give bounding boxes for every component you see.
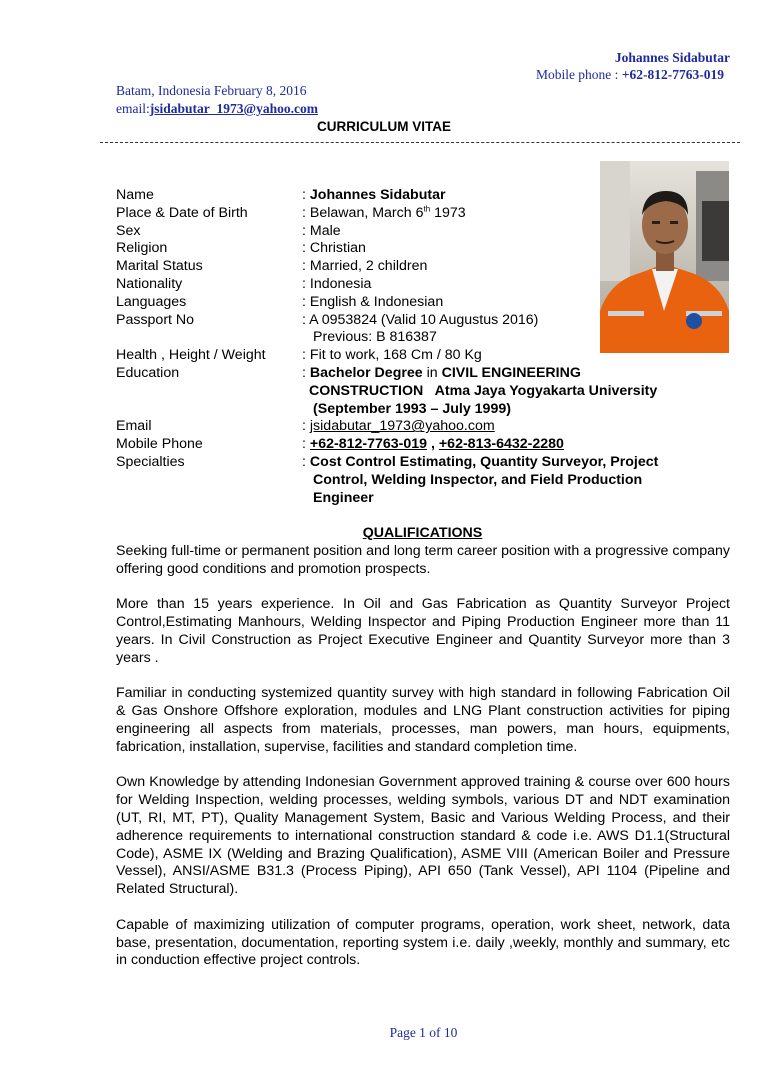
label-religion: Religion (116, 240, 168, 257)
header-email-label: email: (116, 101, 150, 116)
value-education-field2: CONSTRUCTION (309, 382, 424, 399)
header-mobile-value: +62-812-7763-019 (621, 67, 724, 82)
value-name-text: Johannes Sidabutar (309, 187, 446, 203)
label-birth: Place & Date of Birth (116, 204, 248, 221)
colon: : (302, 187, 306, 203)
label-passport: Passport No (116, 311, 195, 328)
value-birth (302, 205, 466, 223)
label-education: Education (116, 364, 180, 381)
qualification-paragraph: Familiar in conducting systemized quantity survey with high standard in following Fabrication Oil & Gas Onshore Offshore exploration, modules and LNG Plant construction activities for piping engineering all aspects from materials, processes, man powers, man hours, equipments, fabrication, installation, supervise, facilities and standard completion time. (116, 685, 730, 755)
colon: : (302, 240, 306, 257)
header-place-date: Batam, Indonesia February 8, 2016 (116, 83, 307, 98)
qualifications-title: QUALIFICATIONS (362, 525, 483, 541)
header-email (116, 101, 318, 117)
value-nationality (302, 276, 371, 294)
label-languages: Languages (116, 293, 187, 310)
colon: : (302, 222, 306, 239)
value-name (302, 187, 446, 205)
header-name: Johannes Sidabutar (614, 50, 730, 65)
value-religion (302, 240, 366, 258)
profile-photo (600, 161, 729, 353)
value-birth-sup: th (423, 204, 431, 214)
value-education-period: (September 1993 – July 1999) (313, 400, 511, 417)
value-marital (302, 258, 427, 276)
phone-separator: , (427, 436, 439, 453)
colon: : (302, 418, 306, 435)
page-number: Page 1 of 10 (389, 1025, 458, 1040)
value-health (302, 347, 482, 365)
colon: : (302, 204, 306, 221)
header-mobile (536, 67, 724, 83)
value-sex-text: Male (309, 222, 341, 239)
value-education-in: in (422, 364, 442, 381)
value-birth-year: 1973 (430, 204, 466, 221)
label-health: Health , Height / Weight (116, 347, 266, 364)
phone-link-1[interactable]: +62-812-7763-019 (309, 436, 428, 453)
value-specialties (302, 454, 658, 472)
value-passport-previous: Previous: B 816387 (313, 329, 437, 346)
colon: : (302, 311, 306, 328)
qualification-paragraph: Own Knowledge by attending Indonesian Government approved training & course over 600 hours for Welding Inspection, welding processes, welding symbols, various DT and NDT examination (UT, RI, MT, PT), Quality Management System, Basic and Various Welding Process, and their adherence requirements to international construction standard & code i.e. AWS D1.1(Structural Code), ASME IX (Welding and Brazing Qualification), ASME VIII (American Boiler and Pressure Vessel), ANSI/ASME B31.3 (Process Piping), API 650 (Tank Vessel), API 1104 (Pipeline and Related Structural). (116, 774, 730, 898)
qualifications-body (116, 543, 730, 988)
value-specialties-line3: Engineer (313, 489, 374, 506)
colon: : (302, 436, 306, 453)
qualification-paragraph: More than 15 years experience. In Oil and Gas Fabrication as Quantity Surveyor Project Control,Estimating Manhours, Welding Inspector and Piping Production Engineer more than 11 years. In Civil Construction as Project Executive Engineer and Quantity Surveyor more than 3 years . (116, 596, 730, 666)
value-languages-text: English & Indonesian (309, 293, 444, 310)
value-birth-text: Belawan, March 6 (309, 204, 424, 221)
colon: : (302, 347, 306, 364)
qualification-paragraph: Capable of maximizing utilization of computer programs, operation, work sheet, network, data base, presentation, documentation, reporting system i.e. daily ,weekly, monthly and summary, etc in conduction effective project controls. (116, 916, 730, 969)
colon: : (302, 275, 306, 292)
value-email (302, 418, 495, 436)
qualification-paragraph: Seeking full-time or permanent position and long term career position with a progressive company offering good conditions and promotion prospects. (116, 543, 730, 577)
value-passport (302, 312, 538, 330)
label-email: Email (116, 418, 152, 435)
colon: : (302, 364, 306, 381)
colon: : (302, 293, 306, 310)
label-sex: Sex (116, 222, 141, 239)
value-education-degree: Bachelor Degree (309, 364, 423, 381)
label-marital: Marital Status (116, 258, 203, 275)
label-specialties: Specialties (116, 453, 185, 470)
colon: : (302, 258, 306, 275)
value-sex (302, 223, 341, 241)
value-education-university: Atma Jaya Yogyakarta University (434, 382, 658, 399)
header-mobile-label: Mobile phone : (535, 67, 622, 82)
dashed-divider (100, 142, 740, 143)
value-marital-text: Married, 2 children (309, 258, 428, 275)
phone-link-2[interactable]: +62-813-6432-2280 (438, 436, 564, 453)
value-education-line2 (309, 383, 657, 401)
value-religion-text: Christian (309, 240, 366, 257)
value-nationality-text: Indonesia (309, 275, 372, 292)
person-photo-icon (600, 161, 729, 353)
value-languages (302, 294, 443, 312)
value-education-field: CIVIL ENGINEERING (441, 364, 581, 381)
colon: : (302, 453, 306, 470)
header-email-link[interactable]: jsidabutar_1973@yahoo.com (149, 101, 318, 116)
label-name: Name (116, 187, 154, 203)
label-mobile: Mobile Phone (116, 436, 203, 453)
cv-title: CURRICULUM VITAE (317, 119, 451, 134)
value-mobile (302, 436, 564, 454)
value-specialties-line2: Control, Welding Inspector, and Field Production (313, 471, 643, 488)
value-specialties-line1: Cost Control Estimating, Quantity Surveyor, Project (309, 453, 659, 470)
value-health-text: Fit to work, 168 Cm / 80 Kg (309, 347, 482, 364)
label-nationality: Nationality (116, 275, 183, 292)
value-education (302, 365, 581, 383)
value-passport-text: A 0953824 (Valid 10 Augustus 2016) (309, 311, 539, 328)
email-link[interactable]: jsidabutar_1973@yahoo.com (309, 418, 495, 435)
